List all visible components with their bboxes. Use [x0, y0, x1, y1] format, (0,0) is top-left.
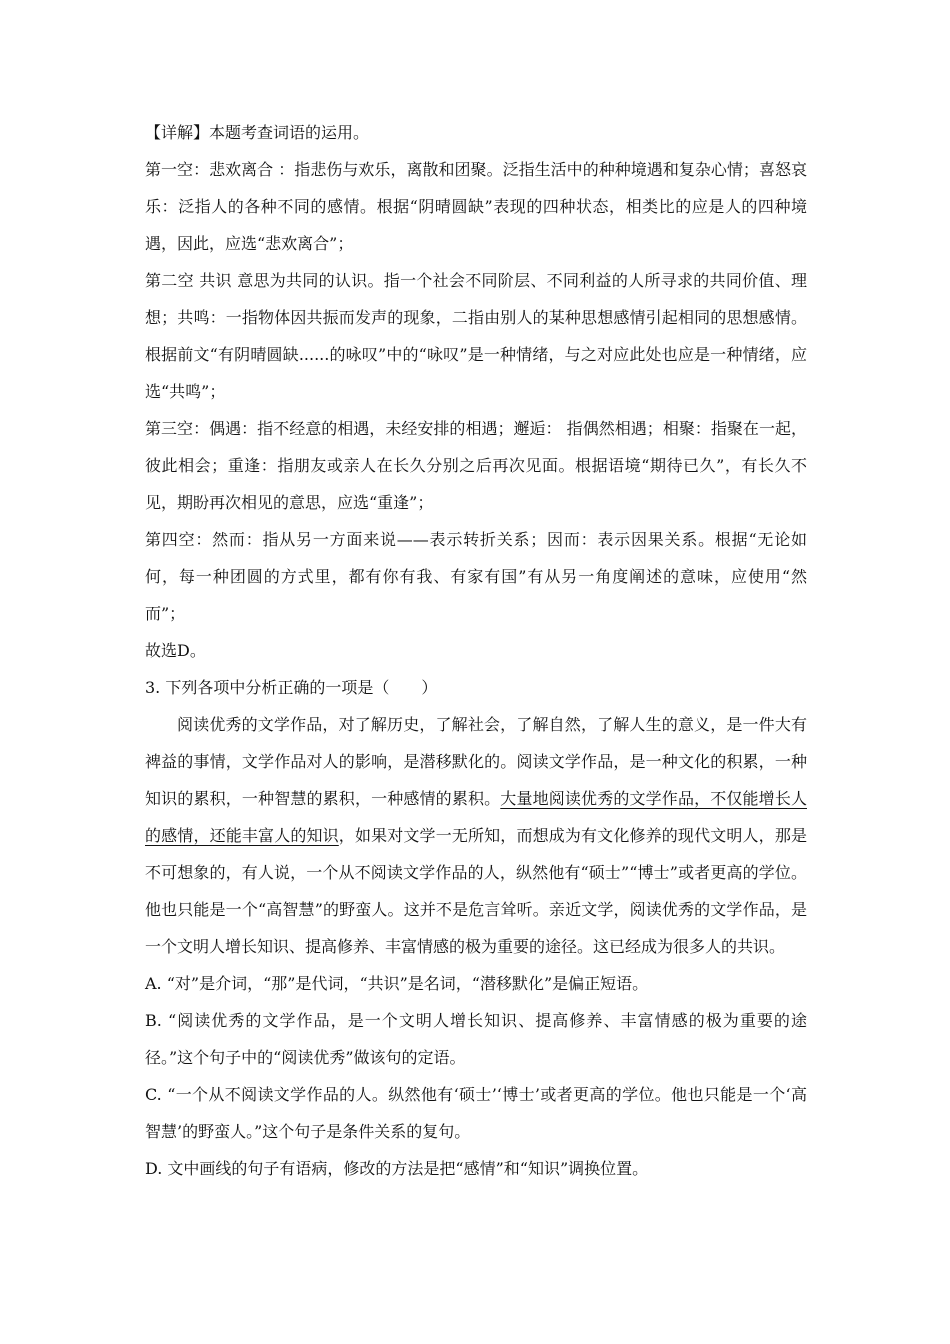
analysis-answer: 故选D。 — [145, 641, 206, 660]
passage-text-before: 阅读优秀的文学作品，对了解历史，了解社会，了解自然，了解人生的意义，是一件大有裨益的事情，文学作品对人的影响，是潜移默化的。阅读文学作品，是一种文化的积累，一种知识的累积，一种智慧的累积，一种感情的累积。 — [145, 715, 807, 808]
analysis-detail: 【详解】本题考查词语的运用。 — [145, 123, 370, 142]
question-3-passage — [145, 706, 807, 965]
option-a: A. “对”是介词，“那”是代词，“共识”是名词，“潜移默化”是偏正短语。 — [145, 974, 649, 993]
passage-text-after: ，如果对文学一无所知，而想成为有文化修养的现代文明人，那是不可想象的，有人说，一个从不阅读文学作品的人，纵然他有“硕士”“博士”或者更高的学位。他也只能是一个“高智慧”的野蛮人。这并不是危言耸听。亲近文学，阅读优秀的文学作品，是一个文明人增长知识、提高修养、丰富情感的极为重要的途径。这已经成为很多人的共识。 — [145, 826, 807, 956]
document-body — [145, 114, 807, 1187]
analysis-blank-1: 第一空：悲欢离合 ：指悲伤与欢乐，离散和团聚。泛指生活中的种种境遇和复杂心情；喜怒哀乐：泛指人的各种不同的感情。根据“阴晴圆缺”表现的四种状态，相类比的应是人的四种境遇，因此，应选“悲欢离合”； — [145, 160, 807, 253]
analysis-blank-4: 第四空：然而：指从另一方面来说——表示转折关系；因而：表示因果关系。根据“无论如何，每一种团圆的方式里，都有你有我、有家有国”有从另一角度阐述的意味，应使用“然而”； — [145, 530, 807, 623]
passage-underlined-sentence: 大量地阅读优秀的文学作品，不仅能增长人的感情，还能丰富人的知识 — [145, 789, 807, 845]
option-b: B. “阅读优秀的文学作品，是一个文明人增长知识、提高修养、丰富情感的极为重要的途径。”这个句子中的“阅读优秀”做该句的定语。 — [145, 1011, 807, 1067]
analysis-blank-2: 第二空 共识 意思为共同的认识。指一个社会不同阶层、不同利益的人所寻求的共同价值、理想；共鸣：一指物体因共振而发声的现象，二指由别人的某种思想感情引起相同的思想感情。根据前文“有阴晴圆缺......的咏叹”中的“咏叹”是一种情绪，与之对应此处也应是一种情绪，应选“共鸣”； — [145, 271, 807, 401]
question-3-stem: 3. 下列各项中分析正确的一项是（ ） — [145, 678, 438, 697]
option-d: D. 文中画线的句子有语病，修改的方法是把“感情”和“知识”调换位置。 — [145, 1159, 649, 1178]
option-c: C. “一个从不阅读文学作品的人。纵然他有‘硕士’‘博士’或者更高的学位。他也只能是一个‘高智慧’的野蛮人。”这个句子是条件关系的复句。 — [145, 1085, 807, 1141]
analysis-blank-3: 第三空：偶遇：指不经意的相遇，未经安排的相遇；邂逅： 指偶然相遇；相聚：指聚在一起，彼此相会；重逢：指朋友或亲人在长久分别之后再次见面。根据语境“期待已久”，有长久不见，期盼再次相见的意思，应选“重逢”； — [145, 419, 807, 512]
